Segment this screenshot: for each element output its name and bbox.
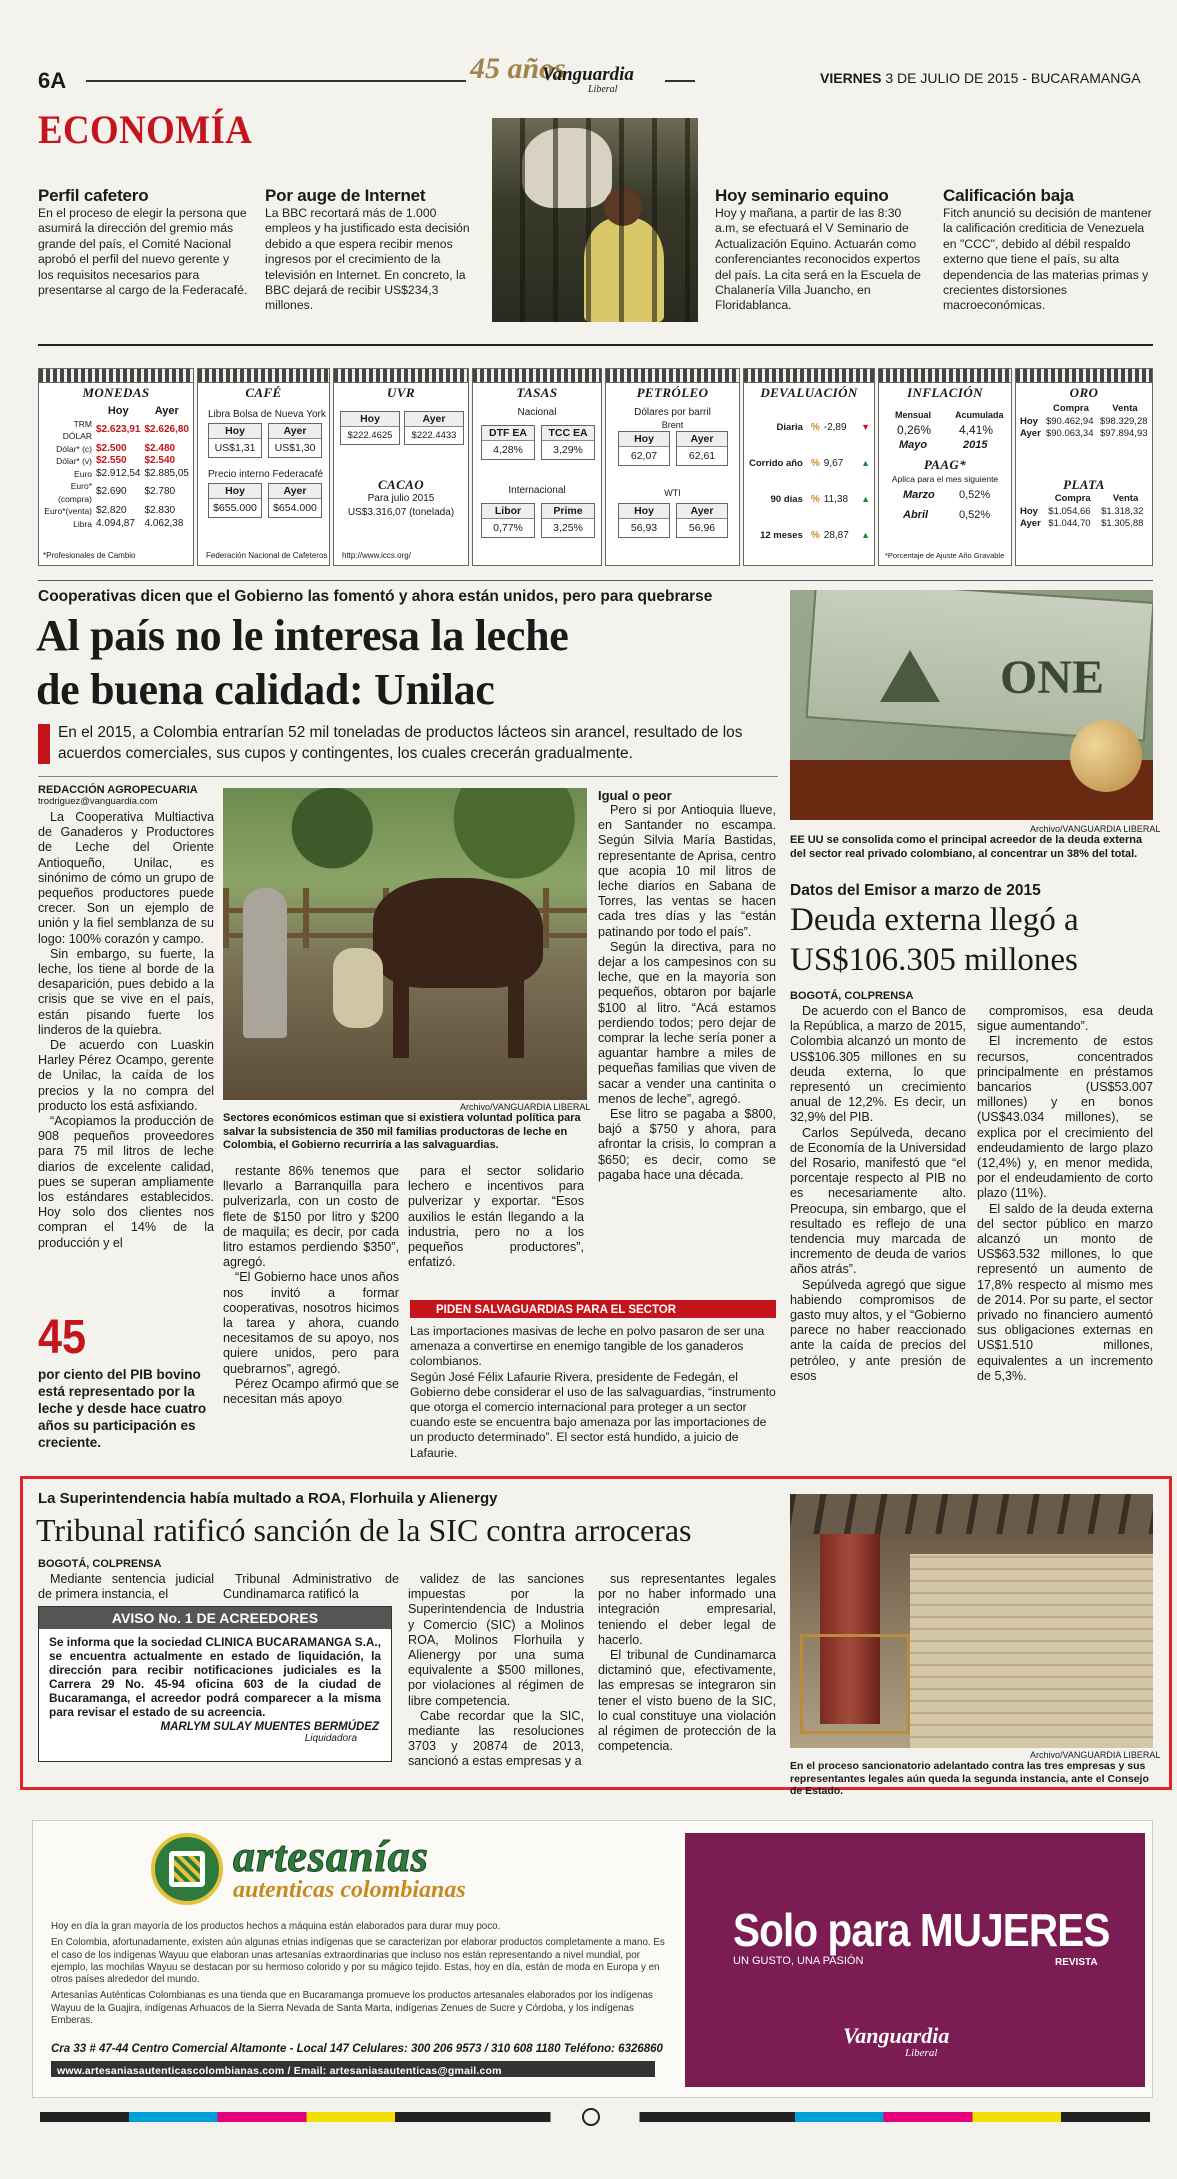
paragraph: La Cooperativa Multiactiva de Ganaderos y Productores de Leche del Oriente Antioqueño, Unilac, es sinónimo de cómo un grupo de pequeños productores puede crecer. Son un ejemplo de unión y la fiel semblanza de su logo: 100% corazón y campo. bbox=[38, 810, 214, 946]
ad-vg-sub: Liberal bbox=[905, 2047, 938, 2059]
uvr-box-hoy bbox=[340, 411, 400, 445]
market-title: INFLACIÓN bbox=[907, 385, 983, 400]
box-label: Hoy bbox=[341, 412, 399, 427]
percent-sign: % bbox=[810, 493, 820, 505]
stat-number: 45 bbox=[38, 1311, 87, 1364]
box-label: Ayer bbox=[269, 484, 321, 499]
salvaguardias-bar bbox=[410, 1300, 776, 1318]
section-divider bbox=[38, 344, 1153, 346]
paragraph: validez de las sanciones impuestas por la Superintendencia de Industria y Comercio (SIC) a Molinos ROA, Molinos Florhuila y Alienergy por una suma equivalente a $500 millones, por violaciones al régimen de libre competencia. bbox=[408, 1572, 584, 1708]
market-devaluacion bbox=[743, 368, 875, 566]
box-value: $222.4433 bbox=[411, 430, 457, 441]
paragraph: Pero si por Antioquia llueve, en Santander no escampa. Según Silvia María Bastidas, representante de Aprisa, centro que acopia 10 mil litros de leche diarios en Sabana de Torres, las ventas se hacen cada tres días y las “están patinando por todo el país”. bbox=[598, 803, 776, 939]
arrow-up-icon: ▲ bbox=[861, 458, 870, 468]
market-note: http://www.iccs.org/ bbox=[342, 551, 411, 560]
market-cafe bbox=[197, 368, 330, 566]
registration-mark-icon bbox=[582, 2108, 600, 2126]
cell: $1.305,88 bbox=[1101, 518, 1144, 529]
mujeres-word: MUJERES bbox=[919, 1904, 1110, 1956]
stat-text: por ciento del PIB bovino está representado por la leche y desde hace cuatro años su participación es creciente. bbox=[38, 1367, 207, 1450]
cell: $2.540 bbox=[144, 455, 176, 466]
percent-sign: % bbox=[810, 421, 820, 433]
trees bbox=[223, 788, 587, 888]
market-title: UVR bbox=[387, 385, 415, 400]
box-label: Hoy bbox=[209, 424, 261, 439]
percent-sign: % bbox=[810, 529, 820, 541]
box-value: 3,29% bbox=[553, 444, 583, 456]
market-note: *Profesionales de Cambio bbox=[43, 551, 136, 560]
market-oro bbox=[1015, 368, 1153, 566]
table-row bbox=[41, 455, 191, 468]
spiral-binding bbox=[744, 369, 874, 383]
cell: $2.780 bbox=[144, 486, 176, 498]
salvaguardias-body bbox=[410, 1324, 776, 1461]
brief-1 bbox=[38, 186, 248, 298]
box-value: $222.4625 bbox=[347, 430, 393, 441]
row-label: Euro*(compra) bbox=[57, 481, 92, 504]
monedas-table bbox=[41, 405, 191, 530]
row-value: 9,67 bbox=[823, 457, 844, 469]
percent-sign: % bbox=[810, 457, 820, 469]
inf-a-val: 4,41% bbox=[959, 423, 994, 437]
cell: $90.462,94 bbox=[1045, 415, 1094, 427]
wti-hoy bbox=[618, 503, 670, 538]
paragraph: Tribunal Administrativo de Cundinamarca ratificó la bbox=[223, 1572, 399, 1602]
arrow-up-icon: ▲ bbox=[861, 530, 870, 540]
logo-years: 45 años bbox=[470, 52, 566, 85]
market-petroleo bbox=[605, 368, 740, 566]
petroleo-sub: Dólares por barril bbox=[634, 407, 711, 418]
sic-caption: En el proceso sancionatorio adelantado contra las tres empresas y sus representantes legales aún queda la segunda instancia, ante el Consejo de Estado. bbox=[790, 1760, 1149, 1797]
paragraph: El incremento de estos recursos, concentrados principalmente en préstamos bancarios (US$53.007 millones) y en bonos (US$43.034 millones), se explica por el crecimiento del endeudamiento de largo plazo (12,4%) y, en menor medida, por el endeudamiento de corto plazo (11%). bbox=[977, 1034, 1153, 1201]
cell: 4.094,87 bbox=[96, 517, 135, 529]
paragraph: Según la directiva, para no dejar a los campesinos con su leche, que en la mayoría son pequeños, obtaron por bajarle $100 al litro. “Acá estamos perdiendo todos; pero dejar de comprar la leche sería poner a aguantar hambre a miles de pequeñas familias que viven de sacar a vender una cantinita o menos de leche”, agregó. bbox=[598, 939, 776, 1106]
inf-h2: Acumulada bbox=[955, 410, 1004, 420]
tasas-sub: Nacional bbox=[517, 407, 557, 418]
page-number: 6A bbox=[38, 68, 67, 93]
solo-word: Solo para bbox=[733, 1904, 920, 1956]
paragraph: para el sector solidario lechero e incentivos para pulverizar y exportar. “Esos auxilios le están llegando a la industria, pero no a los pequeños productores”, enfatizó. bbox=[408, 1164, 584, 1270]
newspaper-logo bbox=[470, 52, 660, 102]
header-rule-right bbox=[665, 80, 695, 82]
row-label: Diaria bbox=[776, 421, 803, 433]
ad-paragraph: Hoy en día la gran mayoría de los productos hechos a máquina están elaborados para durar muy poco. bbox=[51, 1921, 501, 1932]
market-title: MONEDAS bbox=[82, 385, 150, 400]
sic-byline: BOGOTÁ, COLPRENSA bbox=[38, 1558, 162, 1570]
box-label: Ayer bbox=[677, 504, 727, 519]
bill-pyramid bbox=[880, 650, 940, 702]
column-body bbox=[598, 803, 776, 1183]
debt-title-1: Deuda externa llegó a bbox=[790, 902, 1079, 938]
market-title: CAFÉ bbox=[245, 385, 282, 400]
box-label: Hoy bbox=[619, 432, 669, 447]
box-paragraph: Según José Félix Lafaurie Rivera, presidente de Fedegán, el Gobierno debe considerar el uso de las salvaguardias, “instrumento que otorga el comercio internacional para proteger a un sector cuando este se encuentra bajo amenaza por las importaciones de un producto determinado”. El sector está hundido, a juicio de Lafaurie. bbox=[410, 1369, 776, 1460]
table-row bbox=[41, 468, 191, 481]
cell: $2.690 bbox=[96, 486, 127, 498]
photo-credit: Archivo/VANGUARDIA LIBERAL bbox=[460, 1102, 591, 1112]
market-uvr bbox=[333, 368, 469, 566]
market-note: *Porcentaje de Ajuste Año Gravable bbox=[885, 551, 1005, 560]
date-day: VIERNES bbox=[820, 70, 882, 86]
brent-label: Brent bbox=[661, 420, 684, 430]
main-column-3 bbox=[408, 1164, 584, 1270]
paragraph: “El Gobierno hace unos años nos invitó a formar cooperativas, nosotros hicimos la tarea y ahora, cuando necesitamos de su apoyo, nos quiere unidos, pero para quebrarnos”, agregó. bbox=[223, 1270, 399, 1376]
farmer-shape bbox=[243, 888, 287, 1038]
sic-column-3 bbox=[408, 1572, 584, 1770]
equine-photo bbox=[492, 118, 698, 322]
aviso-role: Liquidadora bbox=[304, 1733, 357, 1744]
row-value: 28,87 bbox=[823, 529, 849, 541]
cell: $98.329,28 bbox=[1099, 415, 1148, 427]
cell: $2.830 bbox=[144, 505, 176, 516]
box-label: Libor bbox=[482, 504, 534, 519]
roof-beams bbox=[790, 1494, 1153, 1534]
ad-vg-logo: Vanguardia bbox=[843, 2023, 950, 2048]
list-item bbox=[748, 417, 870, 437]
inf-mes: Mayo bbox=[899, 439, 928, 451]
cafe-box-hoy-1 bbox=[208, 423, 262, 458]
ball bbox=[1070, 720, 1142, 792]
cacao-value: US$3.316,07 (tonelada) bbox=[347, 507, 455, 518]
cacao-title: CACAO bbox=[377, 477, 425, 492]
market-inflacion bbox=[878, 368, 1012, 566]
list-item bbox=[748, 525, 870, 545]
main-column-1 bbox=[38, 810, 214, 1251]
box-label: Hoy bbox=[209, 484, 261, 499]
col-hoy: Hoy bbox=[107, 405, 129, 417]
main-column-2 bbox=[223, 1164, 399, 1407]
row-label: Ayer bbox=[1020, 428, 1041, 439]
brief-title: Por auge de Internet bbox=[265, 186, 426, 205]
box-value: 0,77% bbox=[493, 522, 523, 534]
box-label: DTF EA bbox=[482, 426, 534, 441]
aviso-text: Se informa que la sociedad CLINICA BUCARAMANGA S.A., se encuentra actualmente en estado de liquidación, la dirección para recibir notificaciones judiciales es la Carrera 29 No. 45-94 oficina 603 de la ciudad de Bucaramanga, el acreedor podrá comparecer a la misma para revisar el estado de su acreencia. bbox=[49, 1635, 381, 1719]
table-row bbox=[41, 480, 191, 505]
date-rest: 3 DE JULIO DE 2015 - BUCARAMANGA bbox=[885, 70, 1141, 86]
libor-box bbox=[481, 503, 535, 538]
brief-title: Calificación baja bbox=[943, 186, 1074, 205]
solo-title bbox=[733, 1903, 1109, 1957]
paag-sub: Aplica para el mes siguiente bbox=[891, 474, 999, 484]
market-title: TASAS bbox=[516, 385, 558, 400]
debt-title-2: US$106.305 millones bbox=[790, 942, 1078, 978]
tasas-sub2: Internacional bbox=[508, 485, 566, 496]
cow-leg bbox=[393, 978, 409, 1058]
cafe-sub2: Precio interno Federacafé bbox=[208, 469, 324, 480]
cell: $2.820 bbox=[96, 505, 127, 516]
dtf-box bbox=[481, 425, 535, 460]
paragraph: Sin embargo, su fuerte, la leche, los tiene al borde de la desaparición, pues debido a la crisis que se vive en el país, están pisando fuerte los linderos de la quiebra. bbox=[38, 946, 214, 1037]
spiral-binding bbox=[606, 369, 739, 383]
paragraph: De acuerdo con el Banco de la República, a marzo de 2015, Colombia alcanzó un monto de US$106.305 millones en su deuda externa, lo que representó un crecimiento anual de 12,2%. Es decir, un 32,9% del PIB. bbox=[790, 1004, 966, 1125]
row-label: Euro*(venta) bbox=[44, 506, 92, 516]
markets-divider bbox=[38, 580, 1153, 581]
main-title-2: de buena calidad: Unilac bbox=[36, 665, 495, 714]
ad-text bbox=[51, 1921, 671, 2031]
list-item bbox=[748, 489, 870, 509]
paragraph: Carlos Sepúlveda, decano de Economía de la Universidad del Rosario, manifestó que “el porcentaje respecto al PIB no es necesariamente alto. Preocupa, sin embargo, que el resultado es reflejo de una tendencia muy marcada de incremento de deuda de varios años atrás”. bbox=[790, 1125, 966, 1277]
box-value: 3,25% bbox=[553, 522, 583, 534]
paragraph: Mediante sentencia judicial de primera instancia, el bbox=[38, 1572, 214, 1602]
market-title: PETRÓLEO bbox=[636, 385, 709, 400]
header-rule bbox=[86, 80, 466, 82]
box-value: 4,28% bbox=[493, 444, 523, 456]
box-value: US$1,31 bbox=[214, 442, 256, 454]
table-row bbox=[41, 418, 191, 443]
row-label: 12 meses bbox=[760, 529, 803, 541]
brent-hoy bbox=[618, 431, 670, 466]
fence-bars bbox=[492, 118, 698, 322]
ad-brand-1: artesanías bbox=[233, 1832, 429, 1881]
brief-text: Hoy y mañana, a partir de las 8:30 a.m, se efectuará el V Seminario de Actualización Equino. Actuarán como conferenciantes reconocidos expertos del país. La cita será en la Escuela de Chalanería Villa Juancho, en Floridablanca. bbox=[715, 206, 921, 313]
milker-shape bbox=[333, 948, 383, 1028]
salvaguardias-title: PIDEN SALVAGUARDIAS PARA EL SECTOR bbox=[436, 1304, 677, 1316]
paragraph: Cabe recordar que la SIC, mediante las resoluciones 3703 y 20874 de 2013, sancionó a estas empresas y a bbox=[408, 1708, 584, 1769]
row-label: Hoy bbox=[1020, 415, 1038, 427]
solo-revista: REVISTA bbox=[1055, 1957, 1098, 1968]
debt-kicker: Datos del Emisor a marzo de 2015 bbox=[790, 882, 1041, 899]
debt-caption: EE UU se consolida como el principal acreedor de la deuda externa del sector real privado colombiano, al concentrar un 38% del total. bbox=[790, 834, 1143, 860]
dollar-photo bbox=[790, 590, 1153, 820]
paag-r1-label: Marzo bbox=[903, 489, 935, 501]
cow-shape bbox=[373, 878, 543, 988]
box-value: 62,07 bbox=[630, 450, 658, 462]
cell: $2.885,05 bbox=[144, 467, 189, 479]
brief-text: La BBC recortará más de 1.000 empleos y ha justificado esta decisión debido a que espera recibir menos ingresos por el crecimiento de la televisión en Internet. En concreto, la BBC dejará de recibir US$234,3 millones. bbox=[265, 206, 470, 313]
cow-leg bbox=[508, 978, 524, 1058]
spiral-binding bbox=[1016, 369, 1152, 383]
row-value: 11,38 bbox=[823, 493, 849, 505]
paragraph: sus representantes legales por no haber informado una integración empresarial, teniendo el deber legal de hacerlo. bbox=[598, 1572, 776, 1647]
row-label: Ayer bbox=[1020, 518, 1041, 529]
paag-r1-val: 0,52% bbox=[959, 489, 991, 501]
row-label: 90 días bbox=[770, 493, 803, 505]
prime-box bbox=[541, 503, 595, 538]
box-paragraph: Las importaciones masivas de leche en polvo pasaron de ser una amenaza a convertirse en enemigo tangible de los ganaderos colombianos. bbox=[410, 1324, 765, 1369]
uvr-box-ayer bbox=[404, 411, 464, 445]
ad-web-bar bbox=[51, 2061, 655, 2077]
wti-label: WTI bbox=[664, 488, 681, 498]
ad-address: Cra 33 # 47-44 Centro Comercial Altamonte - Local 147 Celulares: 300 206 9573 / 310 608 1180 Teléfono: 6326860 bbox=[51, 2043, 663, 2055]
aviso-title: AVISO No. 1 DE ACREEDORES bbox=[39, 1607, 391, 1629]
ad-web: www.artesaniasautenticascolombianas.com / Email: artesaniasautenticas@gmail.com bbox=[57, 2065, 502, 2077]
spiral-binding bbox=[39, 369, 193, 383]
photo-caption: Sectores económicos estiman que si existiera voluntad política para salvar la subsistencia de 350 mil familias productoras de leche en Colombia, el Gobierno recurriría a las salvaguardias. bbox=[223, 1112, 581, 1151]
paragraph: Ese litro se pagaba a $800, bajó a $750 y ahora, para afrontar la crisis, lo compran a $650; es decir, como se pagaba hace una década. bbox=[598, 1107, 776, 1182]
rice-sacks bbox=[910, 1554, 1153, 1748]
rice-mill-photo bbox=[790, 1494, 1153, 1748]
list-item bbox=[748, 453, 870, 473]
plata-h1: Compra bbox=[1054, 493, 1091, 504]
row-label: Dólar* (v) bbox=[56, 456, 92, 466]
main-title-1: Al país no le interesa la leche bbox=[36, 611, 569, 660]
market-tasas bbox=[472, 368, 602, 566]
bill-one-text: ONE bbox=[1000, 651, 1105, 704]
machine-frame bbox=[800, 1634, 910, 1734]
cafe-box-ayer-2 bbox=[268, 483, 322, 518]
logo-name: Vanguardia bbox=[542, 64, 634, 85]
plata-table bbox=[1018, 493, 1152, 531]
main-lead: En el 2015, a Colombia entrarían 52 mil toneladas de productos lácteos sin arancel, resultado de los acuerdos comerciales, sus cupos y contingentes, los cuales crecerán gradualmente. bbox=[58, 724, 743, 762]
ad-paragraph: Artesanías Auténticas Colombianas es una tienda que en Bucaramanga promueve los productos artesanales elaborados por los indígenas Wayuu de la Guajira, indígenas Arhuacos de la Sierra Nevada de Santa Marta, indígenas Zenues de Sucre y Córdoba, y los indígenas Emberas. bbox=[51, 1990, 653, 2027]
milking-photo bbox=[223, 788, 587, 1100]
cell: $97.894,93 bbox=[1099, 428, 1148, 439]
paragraph: “Acopiamos la producción de 908 pequeños proveedores para 75 mil litros de leche diarios de excelente calidad, pues se superan ampliamente los estándares establecidos. Hoy solo dos clientes nos compran el 14% de la producción y el bbox=[38, 1114, 214, 1250]
cafe-box-ayer-1 bbox=[268, 423, 322, 458]
row-label: TRM DÓLAR bbox=[62, 418, 92, 441]
box-label: TCC EA bbox=[542, 426, 594, 441]
paragraph: compromisos, esa deuda sigue aumentando”. bbox=[977, 1004, 1153, 1034]
cell: $1.318,32 bbox=[1101, 505, 1144, 517]
spiral-binding bbox=[334, 369, 468, 383]
sic-column-2 bbox=[223, 1572, 399, 1602]
paragraph: De acuerdo con Luaskin Harley Pérez Ocampo, gerente de Unilac, la caída de los precios y la no compra del producto los está asfixiando. bbox=[38, 1038, 214, 1113]
spiral-binding bbox=[198, 369, 329, 383]
row-value: -2,89 bbox=[823, 421, 847, 433]
row-label: Euro bbox=[74, 468, 92, 479]
cell: $2.623,91 bbox=[96, 423, 141, 435]
col-ayer: Ayer bbox=[154, 405, 179, 417]
market-title: ORO bbox=[1069, 385, 1099, 400]
debt-byline: BOGOTÁ, COLPRENSA bbox=[790, 990, 914, 1002]
paragraph: restante 86% tenemos que llevarlo a Barranquilla para pulverizarla, con un costo de flete de $150 por litro y $200 de maquila; es decir, por cada litro estamos perdiendo $350”, agregó. bbox=[223, 1164, 399, 1270]
solo-tagline: UN GUSTO, UNA PASIÓN bbox=[733, 1955, 864, 1967]
brief-3 bbox=[715, 186, 925, 314]
brief-text: Fitch anunció su decisión de mantener la calificación crediticia de Venezuela en "CCC", debido al débil respaldo externo que tiene el país, su alta dependencia de las materias primas y crecientes distorsiones macroeconómicas. bbox=[943, 206, 1152, 313]
brief-title: Perfil cafetero bbox=[38, 186, 149, 205]
main-kicker: Cooperativas dicen que el Gobierno las fomentó y ahora están unidos, pero para quebrarse bbox=[38, 588, 713, 605]
box-label: Ayer bbox=[677, 432, 727, 447]
byline-email: trodriguez@vanguardia.com bbox=[38, 796, 158, 807]
market-note: Federación Nacional de Cafeteros bbox=[206, 551, 328, 560]
cacao-sub: Para julio 2015 bbox=[367, 493, 435, 504]
ad-paragraph: En Colombia, afortunadamente, existen aún algunas etnias indígenas que se caracterizan por elaborar productos completamente a mano. Es el caso de los indígenas Wayuu que elaboran unas artesanías extraordinarias que incluso nos están representando a nivel mundial, por ejemplo, las mochilas Wayuu se destacan por su hermoso colorido y por su mágico tejido. Estas, hoy en día, están de moda en Europa y en otros países alrededor del mundo. bbox=[51, 1937, 665, 1986]
byline bbox=[38, 784, 214, 807]
spiral-binding bbox=[473, 369, 601, 383]
debt-column-2 bbox=[977, 1004, 1153, 1384]
box-label: Prime bbox=[542, 504, 594, 519]
paragraph: El tribunal de Cundinamarca dictaminó que, efectivamente, las empresas se integraron sin tener el visto bueno de la SIC, lo cual constituye una violación al régimen de protección de la competencia. bbox=[598, 1648, 776, 1754]
debt-photo-credit: Archivo/VANGUARDIA LIBERAL bbox=[1030, 824, 1161, 834]
box-label: Ayer bbox=[405, 412, 463, 427]
stat-box bbox=[38, 1311, 216, 1451]
cafe-box-hoy-2 bbox=[208, 483, 262, 518]
subhead: Igual o peor bbox=[598, 788, 672, 803]
oro-table bbox=[1018, 403, 1152, 441]
aviso-sign: MARLYM SULAY MUENTES BERMÚDEZ bbox=[160, 1721, 379, 1733]
lead-bar bbox=[38, 724, 50, 764]
box-label: Ayer bbox=[269, 424, 321, 439]
inf-anio: 2015 bbox=[963, 439, 988, 451]
paragraph: Pérez Ocampo afirmó que se necesitan más apoyo bbox=[223, 1376, 399, 1407]
table-row bbox=[41, 443, 191, 456]
ad-banner bbox=[32, 1820, 1153, 2098]
cell: $1.044,70 bbox=[1048, 518, 1091, 529]
spiral-binding bbox=[879, 369, 1011, 383]
inf-m-val: 0,26% bbox=[897, 423, 932, 437]
box-label: Hoy bbox=[619, 504, 669, 519]
plata-h2: Venta bbox=[1112, 493, 1139, 504]
cell: $90.063,34 bbox=[1045, 428, 1094, 439]
box-value: 56,93 bbox=[630, 522, 658, 534]
ad-logo-icon bbox=[151, 1833, 223, 1905]
paag-r2-val: 0,52% bbox=[959, 509, 991, 521]
row-label: Hoy bbox=[1020, 505, 1038, 517]
paragraph: Sepúlveda agregó que sigue habiendo compromisos de gasto muy altos, y el “Gobierno parece no haber reaccionado ante la caída de precios del petróleo, y ante presión de esos bbox=[790, 1277, 966, 1383]
cell: $2.912,54 bbox=[96, 467, 141, 479]
paragraph: El saldo de la deuda externa del sector público en marzo alcanzó un monto de US$63.532 millones, lo que representó un aumento de 17,8% respecto al mismo mes de 2014. Por su parte, el sector privado no financiero aumentó sus obligaciones externas en US$1.510 millones, equivalentes a un incremento de 5,3%. bbox=[977, 1201, 1153, 1383]
cell: $2.626,80 bbox=[144, 423, 189, 435]
main-column-4 bbox=[598, 788, 776, 1183]
ad-brand-2: autenticas colombianas bbox=[233, 1877, 466, 1903]
oro-h2: Venta bbox=[1112, 403, 1138, 414]
cafe-sub1: Libra Bolsa de Nueva York bbox=[208, 409, 326, 420]
paag-r2-label: Abril bbox=[903, 509, 929, 521]
box-value: US$1,30 bbox=[274, 442, 316, 454]
logo-inner bbox=[169, 1851, 205, 1887]
brief-text: En el proceso de elegir la persona que asumirá la dirección del gremio más grande del país, el Comité Nacional aprobó el perfil del nuevo gerente y los requisitos necesarios para presentarse al cargo de la Federacafé. bbox=[38, 206, 248, 298]
plata-title: PLATA bbox=[1063, 477, 1105, 492]
box-value: $655.000 bbox=[213, 502, 257, 514]
cell: 4.062,38 bbox=[144, 517, 184, 529]
inf-h1: Mensual bbox=[895, 410, 932, 420]
sic-column-1 bbox=[38, 1572, 214, 1602]
paag-title: PAAG* bbox=[923, 457, 967, 472]
sic-column-4 bbox=[598, 1572, 776, 1754]
market-monedas bbox=[38, 368, 194, 566]
oro-h1: Compra bbox=[1053, 403, 1089, 414]
logo-sub: Liberal bbox=[588, 84, 618, 95]
cell: $2.550 bbox=[96, 455, 127, 466]
wti-ayer bbox=[676, 503, 728, 538]
row-label: Dólar* (c) bbox=[56, 443, 92, 454]
table-row bbox=[41, 505, 191, 518]
section-title: ECONOMÍA bbox=[38, 107, 253, 152]
row-label: Corrido año bbox=[749, 457, 803, 469]
arrow-down-icon: ▼ bbox=[861, 422, 870, 432]
aviso-box bbox=[38, 1606, 392, 1762]
sic-photo-credit: Archivo/VANGUARDIA LIBERAL bbox=[1030, 1750, 1161, 1760]
sic-kicker: La Superintendencia había multado a ROA, Florhuila y Alienergy bbox=[38, 1490, 498, 1507]
cell: $2.500 bbox=[96, 442, 127, 454]
box-value: 56,96 bbox=[688, 522, 716, 534]
market-title: DEVALUACIÓN bbox=[760, 385, 858, 400]
brief-4 bbox=[943, 186, 1153, 314]
box-value: 62,61 bbox=[688, 450, 716, 462]
brief-2 bbox=[265, 186, 477, 314]
tcc-box bbox=[541, 425, 595, 460]
header-date bbox=[820, 70, 1141, 86]
cell: $1.054,66 bbox=[1048, 505, 1091, 517]
table-row bbox=[41, 518, 191, 531]
sic-title: Tribunal ratificó sanción de la SIC contra arroceras bbox=[36, 1512, 692, 1548]
cell: $2.480 bbox=[144, 442, 176, 454]
byline-name: REDACCIÓN AGROPECUARIA bbox=[38, 784, 198, 796]
brent-ayer bbox=[676, 431, 728, 466]
debt-column-1 bbox=[790, 1004, 966, 1384]
main-divider bbox=[38, 776, 778, 777]
brief-title: Hoy seminario equino bbox=[715, 186, 889, 205]
ad-purple-panel bbox=[685, 1833, 1145, 2087]
row-label: Libra bbox=[73, 518, 92, 529]
box-value: $654.000 bbox=[273, 502, 317, 514]
arrow-up-icon: ▲ bbox=[861, 494, 870, 504]
